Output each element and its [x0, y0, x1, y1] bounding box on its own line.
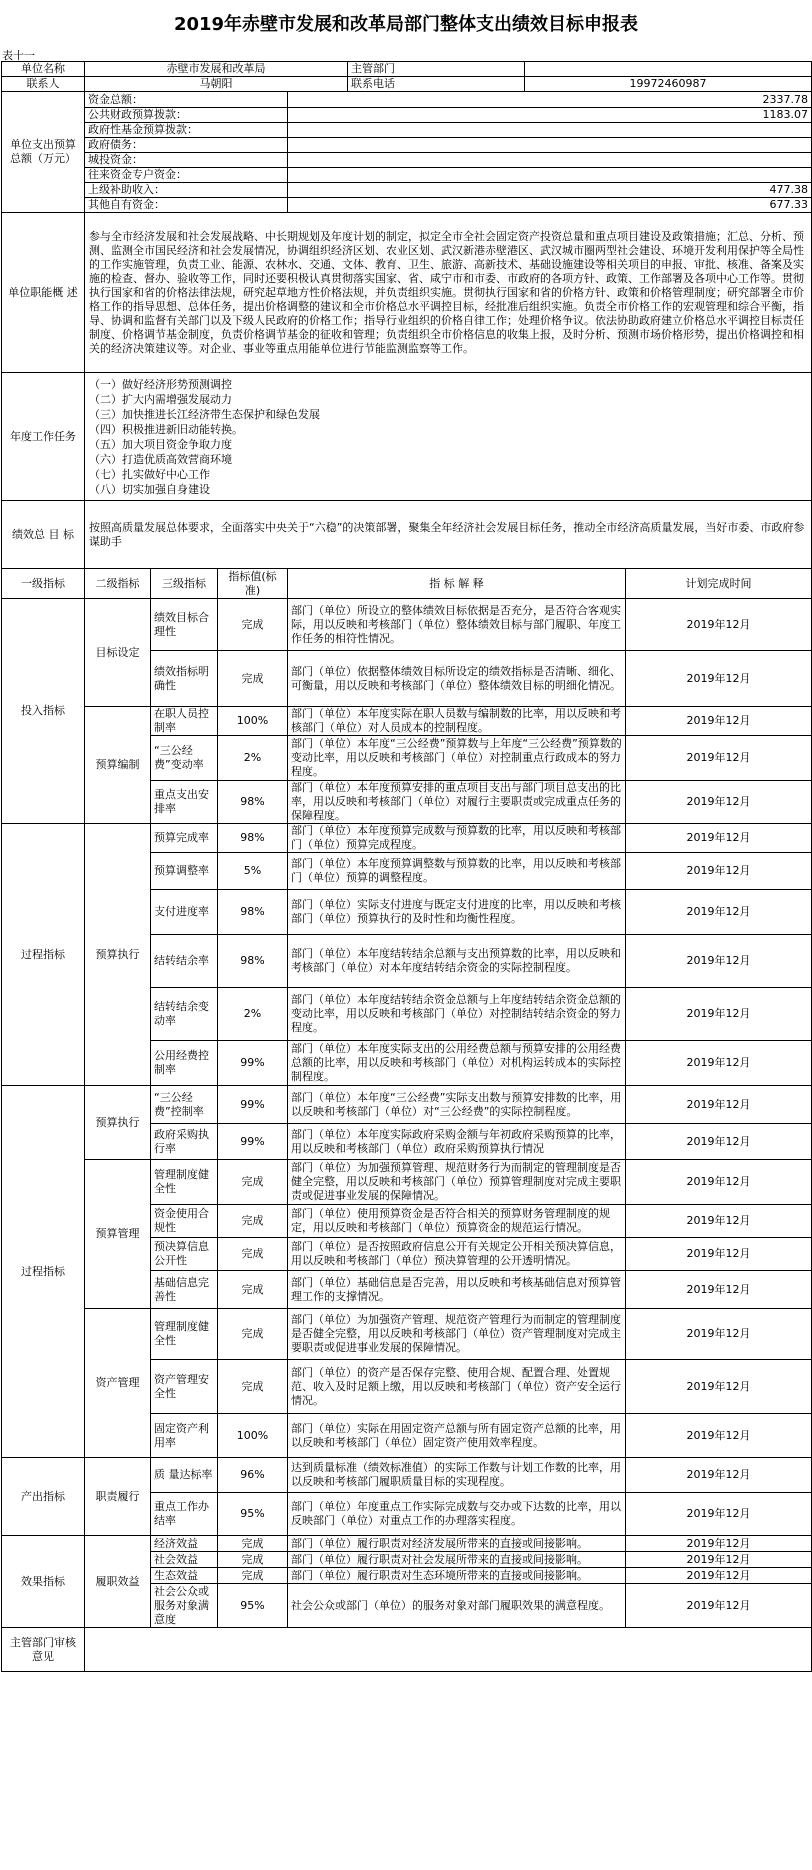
review-label: 主管部门审核意见 [2, 1628, 85, 1672]
indicator-time: 2019年12月 [626, 1160, 812, 1205]
header-level3: 三级指标 [151, 569, 218, 599]
task-item: （八）切实加强自身建设 [89, 482, 210, 496]
budget-row-value: 2337.78 [288, 92, 812, 108]
level3-indicator: 重点支出安排率 [151, 781, 218, 824]
budget-row [2, 183, 812, 198]
indicator-time: 2019年12月 [626, 1271, 812, 1309]
indicator-explanation: 部门（单位）本年度结转结余总额与支出预算数的比率，用以反映和考核部门（单位）对本年度结转结余资金的实际控制程度。 [288, 935, 626, 988]
level2-indicator: 预算编制 [85, 707, 151, 824]
level3-indicator: 结转结余变动率 [151, 988, 218, 1041]
budget-row [2, 168, 812, 183]
level3-indicator: 预算完成率 [151, 824, 218, 853]
indicator-row [2, 599, 812, 651]
indicator-time: 2019年12月 [626, 824, 812, 853]
indicator-explanation: 部门（单位）本年度实际在职人员数与编制数的比率，用以反映和考核部门（单位）对人员成本的控制程度。 [288, 707, 626, 736]
budget-row [2, 198, 812, 213]
indicator-value: 100% [218, 1414, 288, 1458]
indicator-row [2, 824, 812, 853]
level3-indicator: 管理制度健全性 [151, 1160, 218, 1205]
phone-value: 19972460987 [525, 77, 812, 92]
indicator-value: 完成 [218, 1536, 288, 1552]
indicator-time: 2019年12月 [626, 1493, 812, 1536]
indicator-value: 98% [218, 781, 288, 824]
indicator-explanation: 部门（单位）本年度实际政府采购金额与年初政府采购预算的比率，用以反映和考核部门（单位）政府采购预算执行情况 [288, 1124, 626, 1160]
level3-indicator: 固定资产利用率 [151, 1414, 218, 1458]
indicator-value: 2% [218, 988, 288, 1041]
indicator-explanation: 部门（单位）依据整体绩效目标所设定的绩效指标是否清晰、细化、可衡量，用以反映和考核部门（单位）整体绩效目标的明细化情况。 [288, 651, 626, 707]
indicator-value: 完成 [218, 1309, 288, 1360]
level3-indicator: 经济效益 [151, 1536, 218, 1552]
level3-indicator: “三公经费”变动率 [151, 736, 218, 781]
table-body [2, 62, 812, 1672]
indicator-row [2, 1309, 812, 1360]
level3-indicator: 社会效益 [151, 1552, 218, 1568]
indicator-row [2, 707, 812, 736]
budget-row-label: 政府性基金预算拨款： [85, 123, 288, 138]
info-row [2, 77, 812, 92]
budget-row-label: 城投资金： [85, 153, 288, 168]
task-item: （二）扩大内需增强发展动力 [89, 392, 232, 406]
task-item: （三）加快推进长江经济带生态保护和绿色发展 [89, 407, 320, 421]
level2-indicator: 履职效益 [85, 1536, 151, 1628]
indicator-explanation: 部门（单位）履行职责对经济发展所带来的直接或间接影响。 [288, 1536, 626, 1552]
indicator-time: 2019年12月 [626, 1584, 812, 1628]
level2-indicator: 预算执行 [85, 824, 151, 1086]
task-item: （五）加大项目资金争取力度 [89, 437, 232, 451]
table-tag: 表十一 [2, 49, 35, 62]
level3-indicator: 预决算信息公开性 [151, 1238, 218, 1271]
indicator-explanation: 部门（单位）履行职责对社会发展所带来的直接或间接影响。 [288, 1552, 626, 1568]
report-table [1, 61, 812, 1672]
level3-indicator: 绩效指标明确性 [151, 651, 218, 707]
indicator-time: 2019年12月 [626, 1205, 812, 1238]
budget-row-value [288, 153, 812, 168]
level3-indicator: 社会公众或服务对象满意度 [151, 1584, 218, 1628]
indicator-explanation: 部门（单位）为加强预算管理、规范财务行为而制定的管理制度是否健全完整，用以反映和考核部门（单位）预算管理制度对完成主要职责或促进事业发展的保障情况。 [288, 1160, 626, 1205]
level3-indicator: 绩效目标合理性 [151, 599, 218, 651]
budget-row-value: 677.33 [288, 198, 812, 213]
indicator-value: 99% [218, 1041, 288, 1086]
task-item: （四）积极推进新旧动能转换。 [89, 422, 243, 436]
level3-indicator: 预算调整率 [151, 853, 218, 890]
level2-indicator: 预算管理 [85, 1160, 151, 1309]
indicator-explanation: 部门（单位）本年度实际支出的公用经费总额与预算安排的公用经费总额的比率，用以反映和考核部门（单位）对机构运转成本的实际控制程度。 [288, 1041, 626, 1086]
indicator-explanation: 部门（单位）本年度预算安排的重点项目支出与部门项目总支出的比率，用以反映和考核部门（单位）对履行主要职责或完成重点任务的保障程度。 [288, 781, 626, 824]
contact-value: 马朝阳 [85, 77, 348, 92]
indicator-time: 2019年12月 [626, 707, 812, 736]
level2-indicator: 预算执行 [85, 1086, 151, 1160]
indicator-time: 2019年12月 [626, 736, 812, 781]
budget-row-value [288, 123, 812, 138]
indicator-explanation: 部门（单位）是否按照政府信息公开有关规定公开相关预决算信息，用以反映和考核部门（单位）预决算管理的公开透明情况。 [288, 1238, 626, 1271]
supervisor-value [525, 62, 812, 77]
indicator-value: 99% [218, 1086, 288, 1124]
indicator-time: 2019年12月 [626, 1086, 812, 1124]
indicator-time: 2019年12月 [626, 1238, 812, 1271]
level1-indicator: 效果指标 [2, 1536, 85, 1628]
indicator-row [2, 1160, 812, 1205]
indicator-value: 98% [218, 890, 288, 935]
indicator-value: 96% [218, 1458, 288, 1493]
level3-indicator: 结转结余率 [151, 935, 218, 988]
level3-indicator: “三公经费”控制率 [151, 1086, 218, 1124]
budget-row-label: 往来资金专户资金： [85, 168, 288, 183]
header-explain: 指 标 解 释 [288, 569, 626, 599]
budget-row-label: 资金总额： [85, 92, 288, 108]
indicator-value: 完成 [218, 651, 288, 707]
indicator-explanation: 部门（单位）本年度“三公经费”预算数与上年度“三公经费”预算数的变动比率，用以反映和考核部门（单位）对控制重点行政成本的努力程度。 [288, 736, 626, 781]
contact-label: 联系人 [2, 77, 85, 92]
level2-indicator: 职责履行 [85, 1458, 151, 1536]
task-item: （六）打造优质高效营商环境 [89, 452, 232, 466]
level1-indicator: 产出指标 [2, 1458, 85, 1536]
indicator-value: 完成 [218, 1205, 288, 1238]
level1-indicator: 过程指标 [2, 824, 85, 1086]
budget-row [2, 92, 812, 108]
page-title: 2019年赤壁市发展和改革局部门整体支出绩效目标申报表 [173, 14, 639, 35]
indicator-row [2, 1086, 812, 1124]
review-text [85, 1628, 812, 1672]
indicator-row [2, 1458, 812, 1493]
indicator-row [2, 1536, 812, 1552]
indicator-value: 完成 [218, 1271, 288, 1309]
budget-row-value: 477.38 [288, 183, 812, 198]
indicator-value: 99% [218, 1124, 288, 1160]
budget-section-label: 单位支出预算总额（万元） [2, 92, 85, 213]
duties-row [2, 213, 812, 373]
indicator-value: 完成 [218, 1160, 288, 1205]
level2-indicator: 资产管理 [85, 1309, 151, 1458]
indicator-explanation: 部门（单位）本年度预算完成数与预算数的比率，用以反映和考核部门（单位）预算完成程度。 [288, 824, 626, 853]
indicator-explanation: 部门（单位）实际支付进度与既定支付进度的比率，用以反映和考核部门（单位）预算执行的及时性和均衡性程度。 [288, 890, 626, 935]
indicator-time: 2019年12月 [626, 853, 812, 890]
tasks-label: 年度工作任务 [2, 373, 85, 501]
indicator-explanation: 社会公众或部门（单位）的服务对象对部门履职效果的满意程度。 [288, 1584, 626, 1628]
indicator-time: 2019年12月 [626, 651, 812, 707]
level1-indicator: 投入指标 [2, 599, 85, 824]
tasks-row [2, 373, 812, 501]
task-item: （一）做好经济形势预测调控 [89, 377, 232, 391]
indicator-time: 2019年12月 [626, 1360, 812, 1414]
indicator-explanation: 部门（单位）使用预算资金是否符合相关的预算财务管理制度的规定，用以反映和考核部门（单位）预算资金的规范运行情况。 [288, 1205, 626, 1238]
indicator-time: 2019年12月 [626, 1552, 812, 1568]
indicator-time: 2019年12月 [626, 1568, 812, 1584]
duties-label: 单位职能概 述 [2, 213, 85, 373]
indicator-value: 2% [218, 736, 288, 781]
indicator-time: 2019年12月 [626, 1041, 812, 1086]
indicator-time: 2019年12月 [626, 599, 812, 651]
budget-row [2, 123, 812, 138]
indicator-explanation: 部门（单位）实际在用固定资产总额与所有固定资产总额的比率，用以反映和考核部门（单位）固定资产使用效率程度。 [288, 1414, 626, 1458]
indicator-time: 2019年12月 [626, 988, 812, 1041]
task-item: （七）扎实做好中心工作 [89, 467, 210, 481]
indicator-explanation: 部门（单位）本年度结转结余资金总额与上年度结转结余资金总额的变动比率，用以反映和考核部门（单位）对控制结转结余资金的努力程度。 [288, 988, 626, 1041]
level3-indicator: 支付进度率 [151, 890, 218, 935]
budget-row [2, 153, 812, 168]
level3-indicator: 资产管理安全性 [151, 1360, 218, 1414]
level3-indicator: 质 量达标率 [151, 1458, 218, 1493]
budget-row-value: 1183.07 [288, 108, 812, 123]
indicator-explanation: 部门（单位）为加强资产管理、规范资产管理行为而制定的管理制度是否健全完整，用以反映和考核部门（单位）资产管理制度对完成主要职责或促进事业发展的保障情况。 [288, 1309, 626, 1360]
indicator-explanation: 达到质量标准（绩效标准值）的实际工作数与计划工作数的比率，用以反映和考核部门履职质量目标的实现程度。 [288, 1458, 626, 1493]
level3-indicator: 资金使用合规性 [151, 1205, 218, 1238]
indicator-value: 5% [218, 853, 288, 890]
indicator-value: 95% [218, 1584, 288, 1628]
indicator-value: 95% [218, 1493, 288, 1536]
indicator-value: 完成 [218, 1238, 288, 1271]
budget-row-value [288, 138, 812, 153]
level3-indicator: 重点工作办结率 [151, 1493, 218, 1536]
indicator-explanation: 部门（单位）年度重点工作实际完成数与交办或下达数的比率，用以反映部门（单位）对重点工作的办理落实程度。 [288, 1493, 626, 1536]
review-row [2, 1628, 812, 1672]
header-level2: 二级指标 [85, 569, 151, 599]
indicator-explanation: 部门（单位）所设立的整体绩效目标依据是否充分，是否符合客观实际，用以反映和考核部门（单位）整体绩效目标与部门履职、年度工作任务的相符性情况。 [288, 599, 626, 651]
budget-row-label: 其他自有资金： [85, 198, 288, 213]
indicator-explanation: 部门（单位）履行职责对生态环境所带来的直接或间接影响。 [288, 1568, 626, 1584]
indicator-explanation: 部门（单位）本年度预算调整数与预算数的比率，用以反映和考核部门（单位）预算的调整程度。 [288, 853, 626, 890]
indicator-header-row [2, 569, 812, 599]
header-time: 计划完成时间 [626, 569, 812, 599]
level3-indicator: 基础信息完善性 [151, 1271, 218, 1309]
budget-row-label: 政府债务： [85, 138, 288, 153]
level3-indicator: 公用经费控制率 [151, 1041, 218, 1086]
budget-row-label: 上级补助收入： [85, 183, 288, 198]
level3-indicator: 政府采购执行率 [151, 1124, 218, 1160]
budget-row-label: 公共财政预算拨款： [85, 108, 288, 123]
budget-row [2, 108, 812, 123]
level3-indicator: 生态效益 [151, 1568, 218, 1584]
info-row [2, 62, 812, 77]
indicator-time: 2019年12月 [626, 1458, 812, 1493]
indicator-value: 98% [218, 935, 288, 988]
indicator-value: 100% [218, 707, 288, 736]
indicator-explanation: 部门（单位）基础信息是否完善，用以反映和考核基础信息对预算管理工作的支撑情况。 [288, 1271, 626, 1309]
phone-label: 联系电话 [348, 77, 525, 92]
tasks-list [85, 373, 812, 501]
indicator-explanation: 部门（单位）的资产是否保存完整、使用合规、配置合理、处置规范、收入及时足额上缴，用以反映和考核部门（单位）资产安全运行情况。 [288, 1360, 626, 1414]
indicator-time: 2019年12月 [626, 1536, 812, 1552]
indicator-time: 2019年12月 [626, 1124, 812, 1160]
indicator-value: 完成 [218, 1552, 288, 1568]
indicator-value: 完成 [218, 599, 288, 651]
budget-row [2, 138, 812, 153]
level1-indicator: 过程指标 [2, 1086, 85, 1458]
budget-row-value [288, 168, 812, 183]
indicator-explanation: 部门（单位）本年度“三公经费”实际支出数与预算安排数的比率，用以反映和考核部门（单位）对“三公经费”的实际控制程度。 [288, 1086, 626, 1124]
unit-name-value: 赤壁市发展和改革局 [85, 62, 348, 77]
indicator-time: 2019年12月 [626, 1414, 812, 1458]
indicator-time: 2019年12月 [626, 935, 812, 988]
indicator-time: 2019年12月 [626, 781, 812, 824]
header-value: 指标值(标准) [218, 569, 288, 599]
indicator-value: 完成 [218, 1360, 288, 1414]
indicator-value: 完成 [218, 1568, 288, 1584]
goal-text: 按照高质量发展总体要求，全面落实中央关于“六稳”的决策部署，聚集全年经济社会发展目标任务，推动全市经济高质量发展，当好市委、市政府参谋助手 [85, 501, 812, 569]
indicator-time: 2019年12月 [626, 890, 812, 935]
unit-name-label: 单位名称 [2, 62, 85, 77]
goal-row [2, 501, 812, 569]
goal-label: 绩效总 目 标 [2, 501, 85, 569]
indicator-time: 2019年12月 [626, 1309, 812, 1360]
level3-indicator: 管理制度健全性 [151, 1309, 218, 1360]
header-level1: 一级指标 [2, 569, 85, 599]
level3-indicator: 在职人员控制率 [151, 707, 218, 736]
supervisor-label: 主管部门 [348, 62, 525, 77]
duties-text: 参与全市经济发展和社会发展战略、中长期规划及年度计划的制定，拟定全市全社会固定资产投资总量和重点项目建设及政策措施；汇总、分析、预测、监测全市国民经济和社会发展情况，协调组织经济区划、农业区划、武汉新港赤壁港区、武汉城市圈两型社会建设、环境开发利用保护等全局性的工作实施管理，负责工业、能源、农林水、交通、文体、教育、卫生、旅游、高新技术、基础设施建设等相关项目的申报、审批、核准、备案及实施的检查、督办、验收等工作，同时还要积极认真贯彻落实国家、省、咸宁市和市委、市政府的各项方针、政策、工作部署及各项中心工作等。贯彻执行国家和省的价格法律法规，研究起草地方性价格法规，并负责组织实施。贯彻执行国家和省的价格方针、政策和价格管理制度；研究部署全市价格工作的指导思想、总体任务，提出价格调整的建议和全市价格总水平调控目标，经批准后组织实施。负责全市价格工作的宏观管理和综合平衡，指导、协调和监督有关部门以及下级人民政府的价格工作；指导行业组织的价格自律工作；处理价格争议。依法协助政府建立价格总水平调控目标责任制度、价格调节基金制度，负责价格调节基金的征收和管理；负责组织全市价格信息的收集上报，及时分析、预测市场价格形势，提出价格调控和相关的经济决策建议等。对企业、事业等重点用能单位进行节能监测监察等工作。 [85, 213, 812, 373]
indicator-value: 98% [218, 824, 288, 853]
level2-indicator: 目标设定 [85, 599, 151, 707]
